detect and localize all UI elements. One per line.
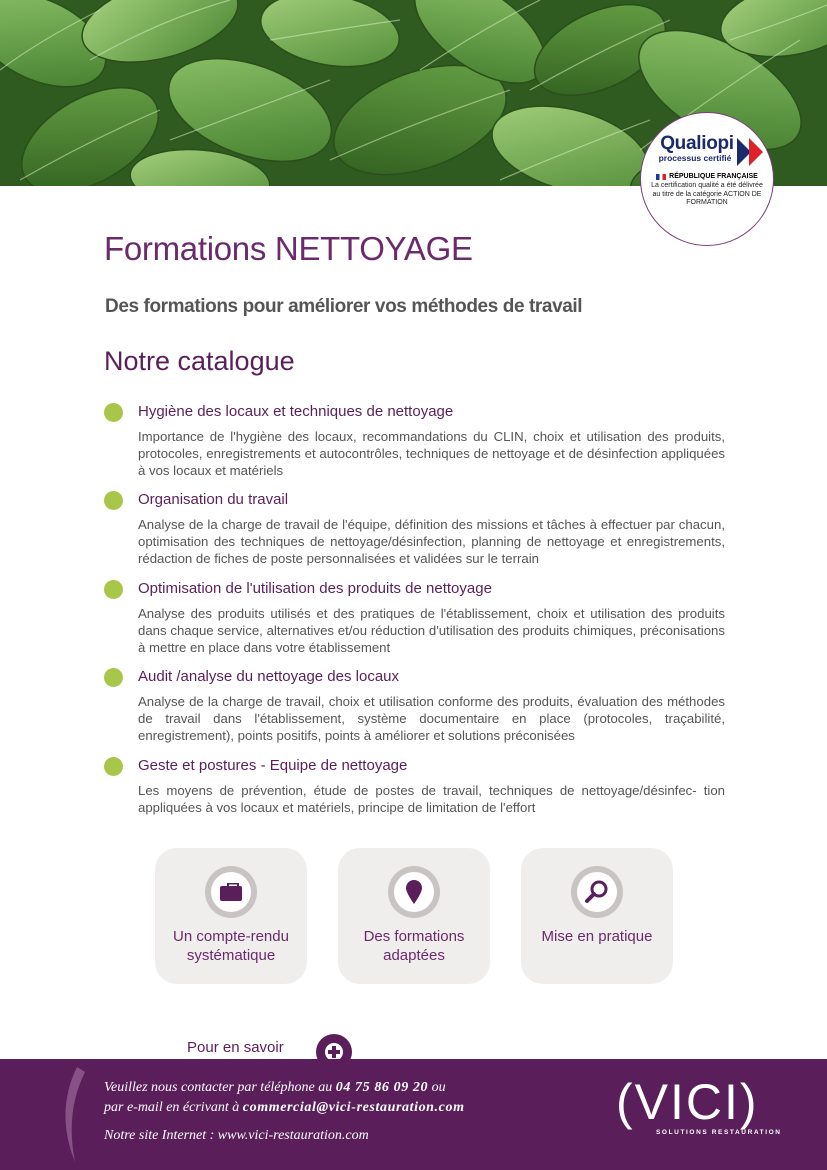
page-title: Formations NETTOYAGE <box>104 230 473 267</box>
vici-logo <box>616 1073 782 1136</box>
catalog-item-description: Importance de l'hygiène des locaux, recommandations du CLIN, choix et utilisation des produits, protocoles, enregistrements et autocontrôles, techniques de nettoyage et de désinfection appliquées à vos locaux et matériels <box>138 429 725 478</box>
qualiopi-certification-badge <box>640 112 774 246</box>
catalog-item-title: Geste et postures - Equipe de nettoyage <box>138 757 408 774</box>
catalog-heading: Notre catalogue <box>104 346 295 376</box>
swoosh-decoration-icon <box>55 1067 85 1162</box>
catalog-item-description: Analyse de la charge de travail de l'équipe, définition des missions et tâches à effectuer par chacun, optimisation des techniques de nettoyage/désinfection, planning de nettoyage et enregistrements, rédaction de fiches de poste personnalisées et validées sur le terrain <box>138 517 725 566</box>
feature-card-adapted <box>338 848 490 984</box>
feature-card-practice <box>521 848 673 984</box>
catalog-item-description: Analyse des produits utilisés et des pratiques de l'établissement, choix et utilisation des produits dans chaque service, alternatives et/ou réduction d'utilisation des produits chimiques, préconisations à mettre en place dans votre établissement <box>138 606 725 655</box>
magnifier-icon <box>571 866 623 918</box>
report-icon <box>205 866 257 918</box>
catalog-item-title: Optimisation de l'utilisation des produits de nettoyage <box>138 580 492 597</box>
catalog-item-title: Hygiène des locaux et techniques de nettoyage <box>138 403 454 420</box>
brand-tagline: SOLUTIONS RESTAURATION <box>656 1129 782 1136</box>
green-bullet-icon <box>104 403 123 422</box>
feature-card-label: Mise en pratique <box>541 928 653 945</box>
qualiopi-logo: Qualiopi <box>660 133 734 154</box>
more-info-label: Pour en savoir <box>187 1039 284 1056</box>
green-bullet-icon <box>104 491 123 510</box>
website-info: Notre site Internet : www.vici-restauration.com <box>104 1128 369 1143</box>
green-bullet-icon <box>104 668 123 687</box>
catalog-item-title: Organisation du travail <box>138 491 289 508</box>
green-bullet-icon <box>104 757 123 776</box>
email-link[interactable]: commercial@vici-restauration.com <box>242 1100 465 1115</box>
feature-card-label: Des formations adaptées <box>363 928 465 964</box>
contact-info: Veuillez nous contacter par téléphone au 04 75 86 09 20 ou par e-mail en écrivant à commercial@vici-restauration.com <box>104 1080 465 1115</box>
location-pin-icon <box>388 866 440 918</box>
feature-card-label: Un compte-rendu systématique <box>173 928 289 964</box>
phone-number[interactable]: 04 75 86 09 20 <box>335 1080 429 1095</box>
french-flag-icon <box>656 174 666 180</box>
certification-text: La certification qualité a été délivrée au titre de la catégorie ACTION DE FORMATION <box>651 182 763 206</box>
page-subtitle: Des formations pour améliorer vos méthodes de travail <box>105 296 583 317</box>
feature-card-report <box>155 848 307 984</box>
catalog-item-title: Audit /analyse du nettoyage des locaux <box>138 668 400 685</box>
catalog-item-description: Analyse de la charge de travail, choix et utilisation conforme des produits, évaluation des méthodes de travail dans l'établissement, système documentaire en place (protocoles, traçabilité, enregistrement), points positifs, points à améliorer et solutions préconisées <box>138 694 725 743</box>
footer <box>0 1059 827 1170</box>
republique-francaise-label: RÉPUBLIQUE FRANÇAISE <box>641 173 773 180</box>
qualiopi-subtitle: processus certifié <box>658 153 732 163</box>
website-link[interactable]: www.vici-restauration.com <box>217 1128 369 1143</box>
brand-name: (VICI) <box>616 1074 759 1130</box>
catalog-item-description: Les moyens de prévention, étude de postes de travail, techniques de nettoyage/désinfec- tion appliquées à vos locaux et matériels, principe de limitation de l'effort <box>138 783 725 815</box>
green-bullet-icon <box>104 580 123 599</box>
